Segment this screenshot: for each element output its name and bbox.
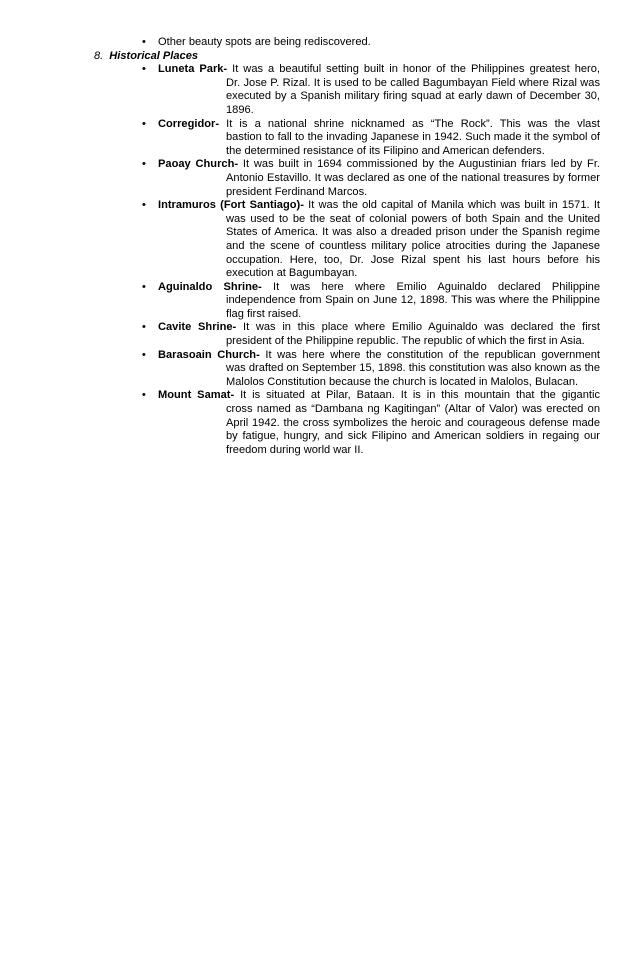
- place-name: Mount Samat-: [158, 389, 235, 402]
- list-item: [142, 63, 600, 117]
- item-first-line: [158, 389, 600, 403]
- place-description-continued: president of the Philippine republic. The republic of which the first in Asia.: [226, 335, 585, 348]
- bullet-icon: •: [142, 63, 146, 76]
- place-name: Cavite Shrine-: [158, 321, 237, 334]
- place-description-start: It was the old capital of Manila which was built in 1571. It: [308, 199, 600, 212]
- place-description-start: It was a beautiful setting built in honor of the Philippines greatest hero,: [232, 63, 600, 76]
- document-body: [0, 36, 638, 457]
- place-description-start: It was here where the constitution of the republican government: [265, 348, 600, 361]
- section-title: Historical Places: [109, 49, 199, 62]
- place-description-start: It was in this place where Emilio Aguinaldo was declared the first: [242, 321, 600, 334]
- place-name: Barasoain Church-: [158, 348, 260, 361]
- bullet-icon: •: [142, 158, 146, 171]
- bullet-icon: •: [142, 321, 146, 334]
- bullet-icon: •: [142, 199, 146, 212]
- bullet-icon: •: [142, 117, 146, 130]
- place-name: Luneta Park-: [158, 63, 228, 76]
- place-description-continued: was used to be the seat of colonial powers of both Spain and the United States of America. It was also a dreaded prison under the Spanish regime and the scene of countless military police atrocities during the Japanese occupation. Here, too, Dr. Jose Rizal spent his last hours before his execution at Bagumbayan.: [226, 212, 600, 280]
- section-number: 8.: [94, 49, 104, 62]
- place-name: Intramuros (Fort Santiago)-: [158, 199, 304, 212]
- item-first-line: [158, 199, 600, 213]
- list-item: [142, 280, 600, 322]
- list-item: [142, 199, 600, 281]
- item-first-line: [158, 158, 600, 172]
- item-first-line: [158, 321, 600, 335]
- place-description-continued: independence from Spain on June 12, 1898. This was where the Philippine flag first raised.: [226, 294, 600, 320]
- bullet-text: Other beauty spots are being rediscovered.: [158, 36, 371, 48]
- item-first-line: [158, 118, 600, 132]
- list-item: [142, 158, 600, 199]
- historical-places-list: [0, 63, 638, 457]
- place-description-start: It is situated at Pilar, Bataan. It is in this mountain that the gigantic: [240, 389, 600, 402]
- place-description-start: It was built in 1694 commissioned by the Augustinian friars led by Fr.: [242, 158, 600, 171]
- bullet-icon: •: [142, 280, 146, 293]
- place-description-continued: Antonio Estavillo. It was declared as one of the national treasures by former president Ferdinand Marcos.: [226, 171, 600, 198]
- place-description-start: It is a national shrine nicknamed as “The Rock”. This was the vlast: [226, 117, 600, 130]
- bullet-icon: •: [142, 36, 146, 48]
- place-name: Paoay Church-: [158, 158, 239, 171]
- place-description-continued: cross named as “Dambana ng Kagitingan” (Altar of Valor) was erected on April 1942. the cross symbolizes the heroic and courageous defense made by fatigue, hungry, and sick Filipino and American soldiers in regaing our freedom during world war II.: [226, 403, 600, 456]
- section-heading: [94, 50, 638, 64]
- bullet-icon: •: [142, 389, 146, 402]
- place-name: Aguinaldo Shrine-: [158, 280, 262, 293]
- list-item: [142, 348, 600, 390]
- list-item: [142, 389, 600, 457]
- place-name: Corregidor-: [158, 117, 220, 130]
- list-item: [142, 117, 600, 159]
- item-first-line: [158, 349, 600, 363]
- place-description-continued: was drafted on September 15, 1898. this constitution was also known as the Malolos Constitution because the church is located in Malolos, Bulacan.: [226, 362, 600, 388]
- item-first-line: [158, 63, 600, 77]
- place-description-continued: bastion to fall to the invading Japanese in 1942. Such made it the symbol of the determined resistance of its Filipino and American defenders.: [226, 131, 600, 157]
- place-description-start: It was here where Emilio Aguinaldo declared Philippine: [273, 280, 600, 293]
- list-item: [142, 321, 600, 348]
- item-first-line: [158, 281, 600, 295]
- bullet-item-beauty-spots: [142, 36, 598, 50]
- place-description-continued: Dr. Jose P. Rizal. It is used to be called Bagumbayan Field where Rizal was executed by a Spanish military firing squad at early dawn of December 30, 1896.: [226, 76, 600, 116]
- bullet-icon: •: [142, 348, 146, 361]
